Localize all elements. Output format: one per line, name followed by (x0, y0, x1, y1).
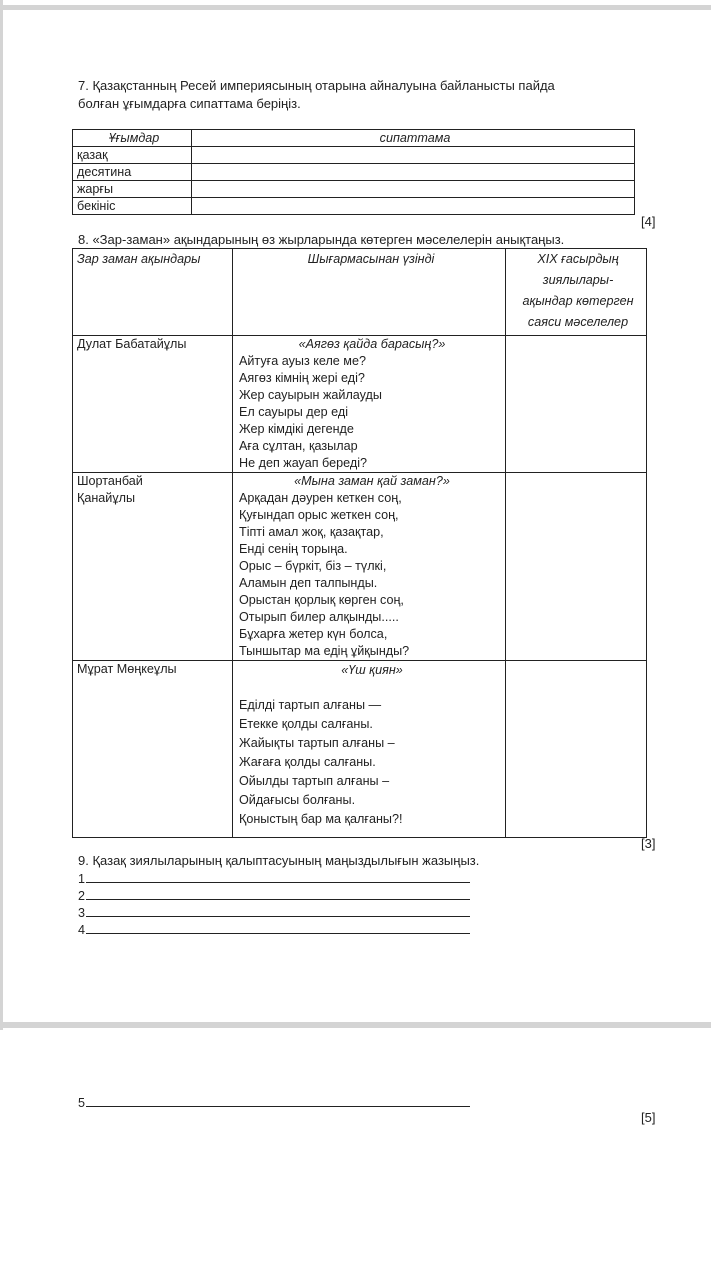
poets-table (72, 248, 647, 838)
concept-description-cell[interactable] (192, 147, 635, 164)
poet-name-line: Дулат Бабатайұлы (77, 337, 187, 351)
issues-header-line: зиялылары- (542, 273, 614, 287)
issues-header-line: саяси мәселелер (527, 315, 629, 329)
verse-line: Тіпті амал жоқ, қазақтар, (239, 525, 384, 539)
answer-line-number: 5 (78, 1096, 86, 1110)
verse-line: Еділді тартып алғаны — (239, 698, 382, 712)
poets-header-poets: Зар заман ақындары (73, 249, 233, 336)
verse-line: Жағаға қолды салғаны. (239, 755, 376, 769)
verse-line: Отырып билер алқынды..... (239, 610, 399, 624)
question-8-score: [3] (641, 836, 656, 851)
answer-line[interactable] (78, 921, 470, 937)
page-separator (0, 1022, 711, 1028)
verse-line: Ел сауыры дер еді (239, 405, 349, 419)
verse-line: Қуғындап орыс жеткен соң, (239, 508, 399, 522)
answer-line-number: 4 (78, 923, 86, 937)
answer-rule[interactable] (86, 870, 470, 883)
answer-line[interactable] (78, 1094, 470, 1110)
question-7-line2: болған ұғымдарға сипаттама беріңіз. (78, 96, 301, 111)
poet-name (73, 661, 233, 838)
answer-rule[interactable] (86, 887, 470, 900)
issues-header-line: ақындар көтерген (522, 294, 634, 308)
verse-line: Жер сауырын жайлауды (239, 388, 382, 402)
concept-term: десятина (73, 164, 192, 181)
issues-header-line: XIX ғасырдың (537, 252, 619, 266)
poets-header-row (73, 249, 647, 336)
answer-rule[interactable] (86, 1094, 470, 1107)
concept-term: жарғы (73, 181, 192, 198)
answer-rule[interactable] (86, 904, 470, 917)
top-page-border (0, 5, 711, 10)
left-page-border (0, 0, 3, 1030)
answer-line[interactable] (78, 870, 470, 886)
verse-line: Қоныстың бар ма қалғаны?! (239, 812, 403, 826)
answer-line-number: 3 (78, 906, 86, 920)
poet-name (73, 336, 233, 473)
table-row (73, 198, 635, 215)
concept-description-cell[interactable] (192, 181, 635, 198)
answer-line[interactable] (78, 904, 470, 920)
verse-line: Жайықты тартып алғаны – (239, 736, 395, 750)
concepts-header-description: сипаттама (192, 130, 635, 147)
poet-name (73, 473, 233, 661)
poets-header-excerpt: Шығармасынан үзінді (233, 249, 506, 336)
verse-line: Не деп жауап береді? (239, 456, 367, 470)
answer-line-number: 2 (78, 889, 86, 903)
issues-answer-cell[interactable] (506, 661, 647, 838)
concept-term: қазақ (73, 147, 192, 164)
question-9-score: [5] (641, 1110, 656, 1125)
question-8: 8. «Зар-заман» ақындарының өз жырларында көтерген мәселелерін анықтаңыз. (78, 232, 565, 247)
table-row (73, 473, 647, 661)
poet-name-line: Мұрат Мөңкеұлы (77, 662, 177, 676)
verse-line: Енді сенің торыңа. (239, 542, 348, 556)
poem-title: «Аягөз қайда барасың?» (298, 337, 446, 351)
poem-excerpt (233, 336, 506, 473)
verse-line: Айтуға ауыз келе ме? (239, 354, 366, 368)
verse-line: Жер кімдікі дегенде (239, 422, 354, 436)
poem-title: «Мына заман қай заман?» (294, 474, 450, 488)
table-row (73, 164, 635, 181)
table-row (73, 147, 635, 164)
poem-excerpt (233, 473, 506, 661)
verse-line: Ойдағысы болғаны. (239, 793, 356, 807)
table-row (73, 181, 635, 198)
poet-name-line: Қанайұлы (77, 491, 136, 505)
question-7-score: [4] (641, 214, 656, 229)
verse-line: Арқадан дәурен кеткен соң, (239, 491, 402, 505)
question-7-line1: 7. Қазақстанның Ресей империясының отарына айналуына байланысты пайда (78, 78, 555, 93)
issues-answer-cell[interactable] (506, 336, 647, 473)
poem-excerpt (233, 661, 506, 838)
concept-term: бекініс (73, 198, 192, 215)
poem-title: «Үш қиян» (341, 663, 403, 677)
verse-line: Тыншытар ма едің ұйқынды? (239, 644, 410, 658)
verse-line: Аягөз кімнің жері еді? (239, 371, 365, 385)
concepts-header-term: Ұғымдар (73, 130, 192, 147)
answer-line[interactable] (78, 887, 470, 903)
answer-line-number: 1 (78, 872, 86, 886)
concepts-header-row (73, 130, 635, 147)
verse-line: Бұхарға жетер күн болса, (239, 627, 388, 641)
verse-line: Орыс – бүркіт, біз – түлкі, (239, 559, 387, 573)
concept-description-cell[interactable] (192, 198, 635, 215)
question-9: 9. Қазақ зиялыларының қалыптасуының маңыздылығын жазыңыз. (78, 853, 480, 868)
concept-description-cell[interactable] (192, 164, 635, 181)
poets-header-issues (506, 249, 647, 336)
answer-rule[interactable] (86, 921, 470, 934)
verse-line: Аламын деп талпынды. (239, 576, 378, 590)
verse-line: Етекке қолды салғаны. (239, 717, 373, 731)
table-row (73, 336, 647, 473)
concepts-table (72, 129, 635, 215)
verse-line: Орыстан қорлық көрген соң, (239, 593, 404, 607)
verse-line: Аға сұлтан, қазылар (239, 439, 358, 453)
poet-name-line: Шортанбай (77, 474, 143, 488)
question-7 (78, 77, 555, 113)
verse-line: Ойылды тартып алғаны – (239, 774, 390, 788)
table-row (73, 661, 647, 838)
issues-answer-cell[interactable] (506, 473, 647, 661)
